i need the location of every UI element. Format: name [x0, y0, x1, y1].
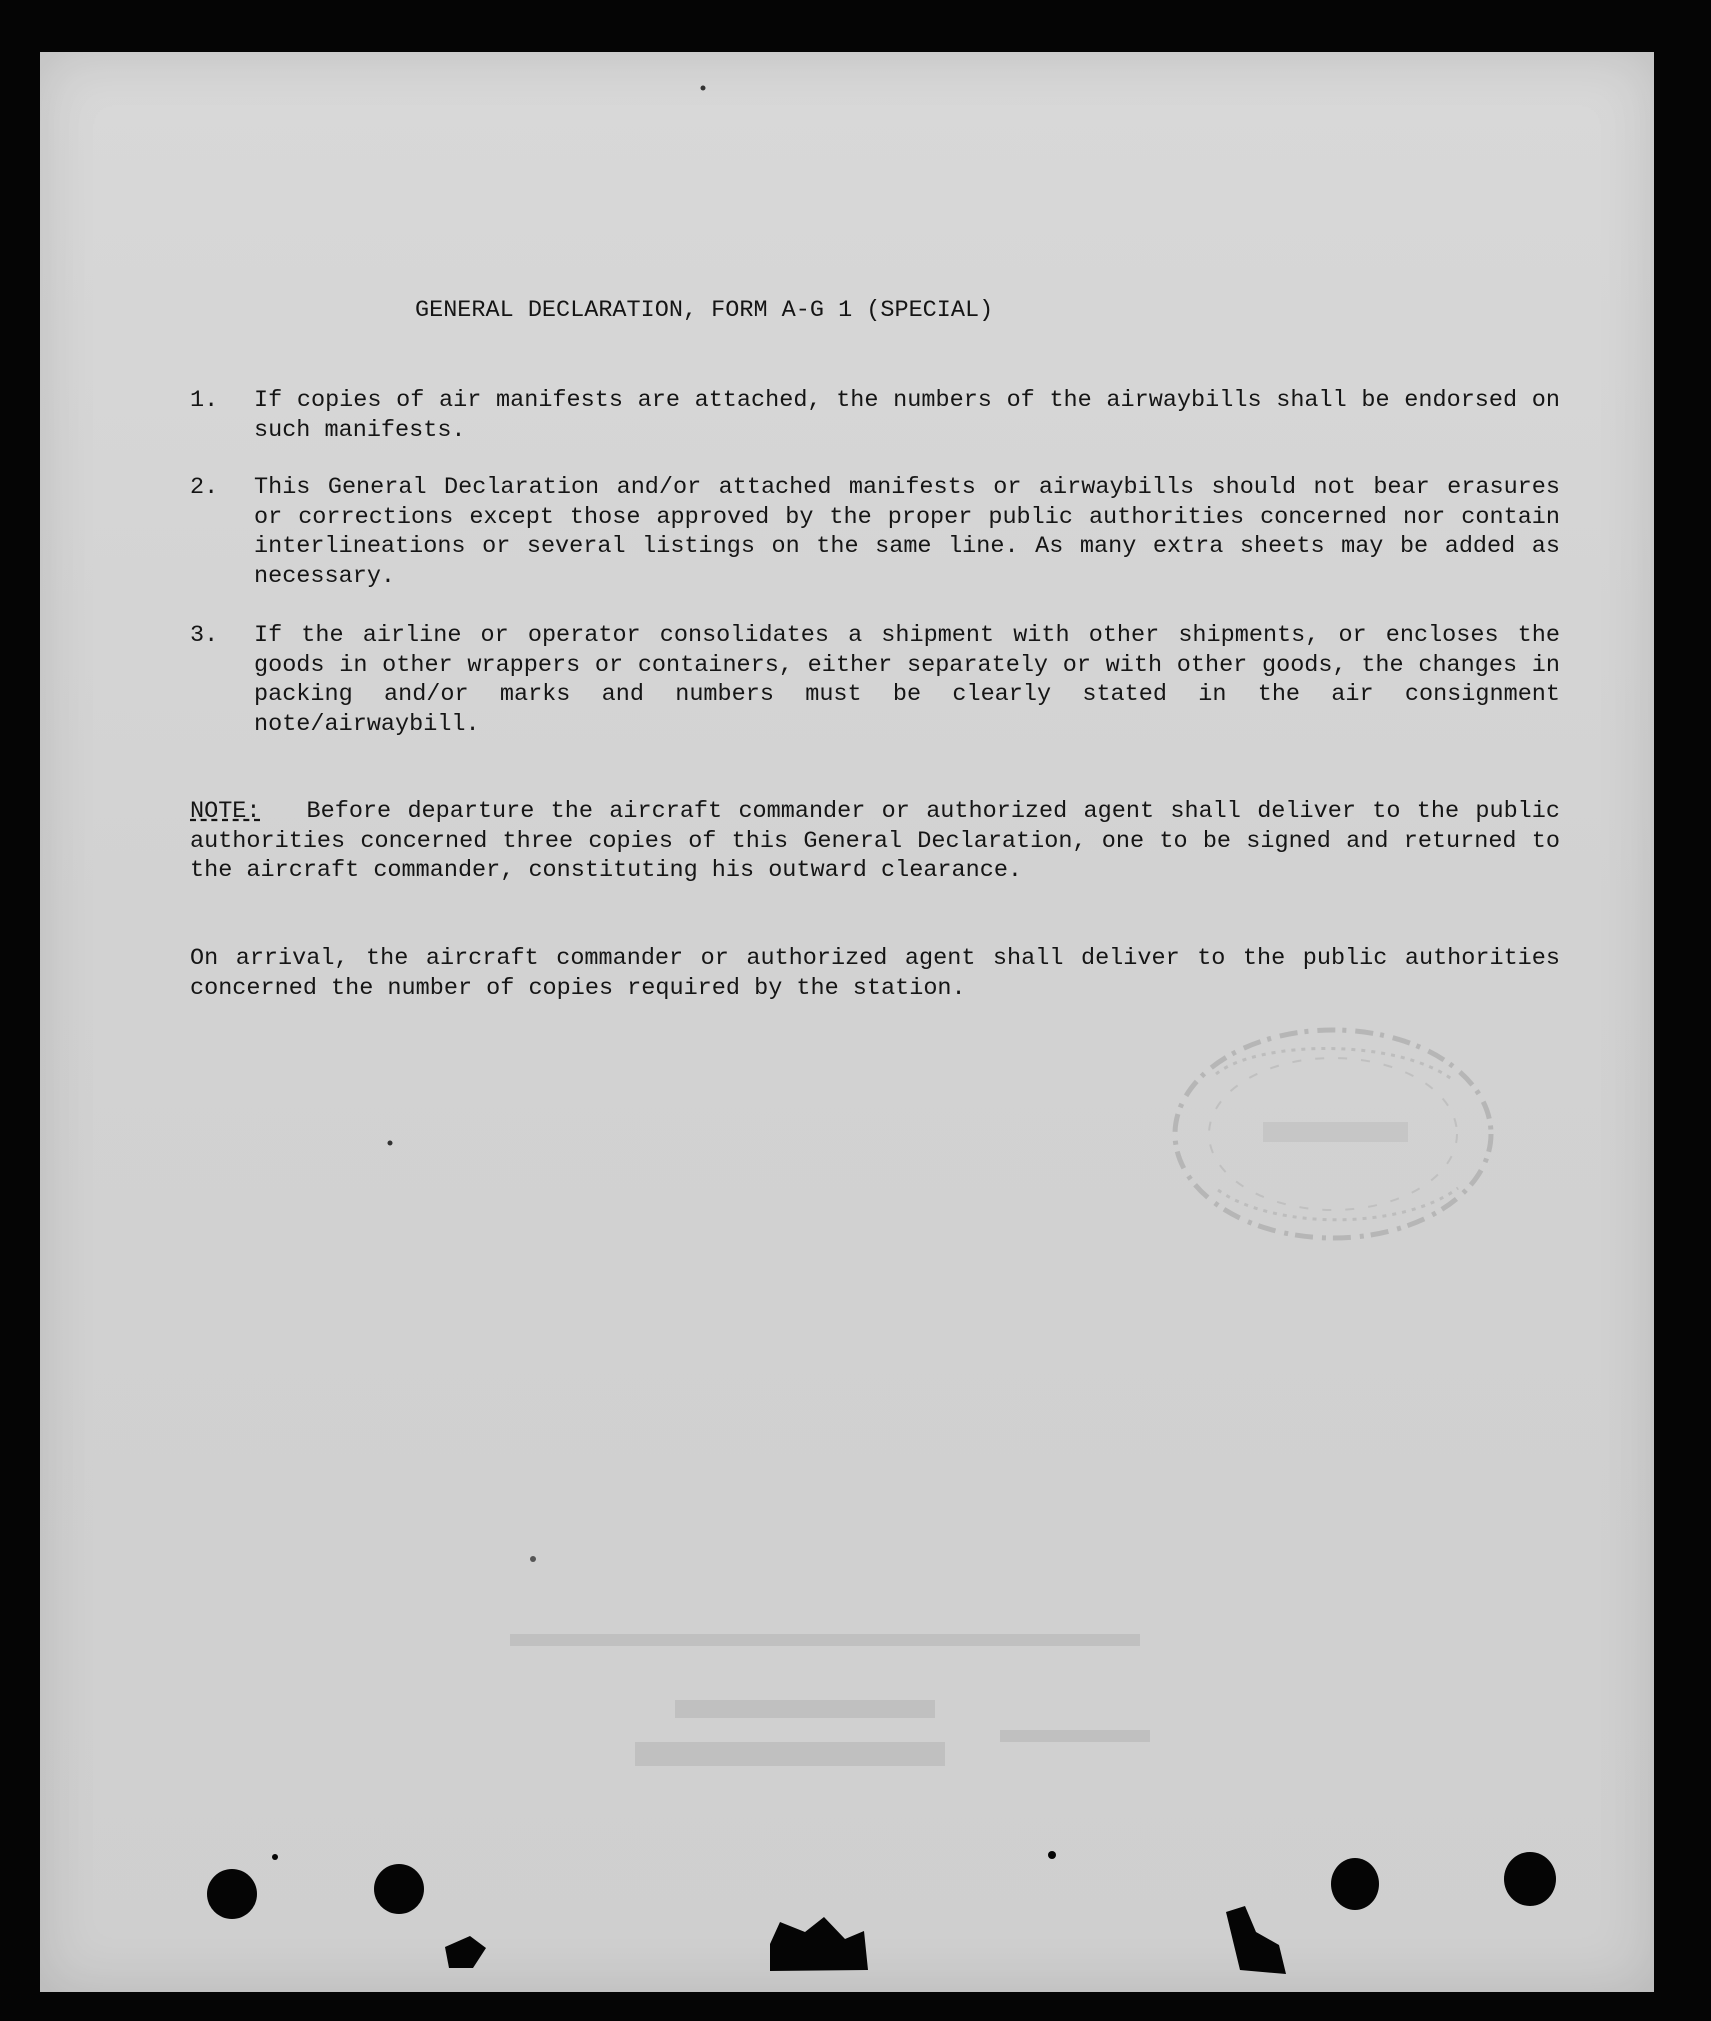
- document-title: GENERAL DECLARATION, FORM A-G 1 (SPECIAL): [415, 297, 994, 324]
- list-item: [190, 621, 1560, 739]
- item-text: If copies of air manifests are attached, the numbers of the airwaybills shall be endorsed on such manifests.: [254, 387, 1560, 444]
- item-text: If the airline or operator consolidates a shipment with other shipments, or encloses the goods in other wrappers or containers, either separately or with other goods, the changes in packing and/or marks and numbers must be clearly stated in the air consignment note/airwaybill.: [254, 622, 1560, 738]
- item-text: This General Declaration and/or attached manifests or airwaybills should not bear erasures or corrections except those approved by the proper public authorities concerned nor contain interlineations or several listings on the same line. As many extra sheets may be added as necessary.: [254, 474, 1560, 590]
- list-item: [190, 386, 1560, 445]
- document-page: [40, 52, 1654, 1992]
- bleed-through-marks-icon: [430, 1612, 1330, 1842]
- item-number: 1.: [190, 387, 219, 414]
- item-number: 2.: [190, 474, 219, 501]
- faded-oval-stamp-icon: [1158, 1010, 1518, 1258]
- item-number: 3.: [190, 622, 219, 649]
- punch-hole-icon: [1504, 1852, 1556, 1906]
- punch-hole-icon: [207, 1869, 257, 1919]
- punch-hole-icon: [1331, 1858, 1379, 1910]
- list-item: [190, 473, 1560, 591]
- note-paragraph: [190, 797, 1560, 886]
- note-label: NOTE:: [190, 798, 261, 825]
- arrival-paragraph: On arrival, the aircraft commander or authorized agent shall deliver to the public authorities concerned the number of copies required by the station.: [190, 945, 1560, 1002]
- note-text: Before departure the aircraft commander or authorized agent shall deliver to the public authorities concerned three copies of this General Declaration, one to be signed and returned to the aircraft commander, constituting his outward clearance.: [190, 798, 1560, 884]
- punch-hole-icon: [374, 1864, 424, 1914]
